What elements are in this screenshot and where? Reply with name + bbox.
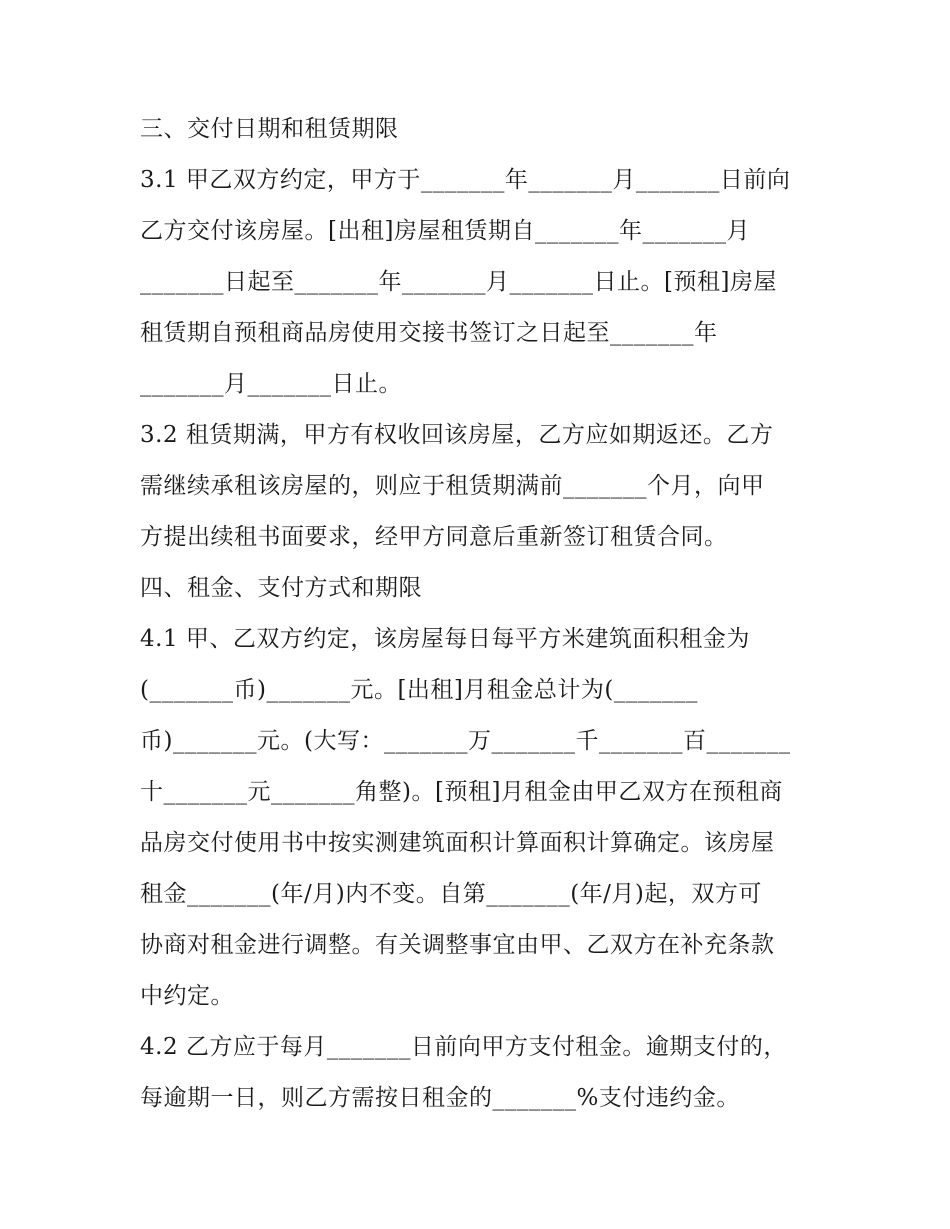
- clause-4-1-line: 租金_______(年/月)内不变。自第_______(年/月)起，双方可: [140, 881, 762, 907]
- clause-4-1-line: 品房交付使用书中按实测建筑面积计算面积计算确定。该房屋: [140, 830, 775, 856]
- clause-3-1-line: 3.1 甲乙双方约定，甲方于_______年_______月_______日前向: [140, 167, 791, 193]
- clause-4-2-line: 每逾期一日，则乙方需按日租金的_______%支付违约金。: [140, 1085, 740, 1111]
- clause-4-1-line: 中约定。: [140, 983, 234, 1009]
- clause-4-1-line: 十_______元_______角整)。[预租]月租金由甲乙双方在预租商: [140, 779, 783, 805]
- clause-3-2-line: 3.2 租赁期满，甲方有权收回该房屋，乙方应如期返还。乙方: [140, 422, 774, 448]
- clause-3-1-line: 乙方交付该房屋。[出租]房屋租赁期自_______年_______月: [140, 218, 750, 244]
- clause-4-2-line: 4.2 乙方应于每月_______日前向甲方支付租金。逾期支付的，: [140, 1034, 787, 1060]
- clause-4-1-line: (_______币)_______元。[出租]月租金总计为(_______: [140, 677, 698, 703]
- clause-4-1-line: 4.1 甲、乙双方约定，该房屋每日每平方米建筑面积租金为: [140, 626, 750, 652]
- clause-3-1-line: _______月_______日止。: [140, 371, 402, 397]
- clause-3-2-line: 方提出续租书面要求，经甲方同意后重新签订租赁合同。: [140, 524, 728, 550]
- section-heading: 三、交付日期和租赁期限: [140, 116, 399, 142]
- clause-3-2-line: 需继续承租该房屋的，则应于租赁期满前_______个月，向甲: [140, 473, 765, 499]
- clause-3-1-line: 租赁期自预租商品房使用交接书签订之日起至_______年: [140, 320, 718, 346]
- clause-4-1-line: 币)_______元。(大写：_______万_______千_______百_______: [140, 728, 791, 754]
- section-heading: 四、租金、支付方式和期限: [140, 575, 422, 601]
- document-body: [140, 104, 820, 1124]
- clause-3-1-line: _______日起至_______年_______月_______日止。[预租]房屋: [140, 269, 777, 295]
- clause-4-1-line: 协商对租金进行调整。有关调整事宜由甲、乙双方在补充条款: [140, 932, 775, 958]
